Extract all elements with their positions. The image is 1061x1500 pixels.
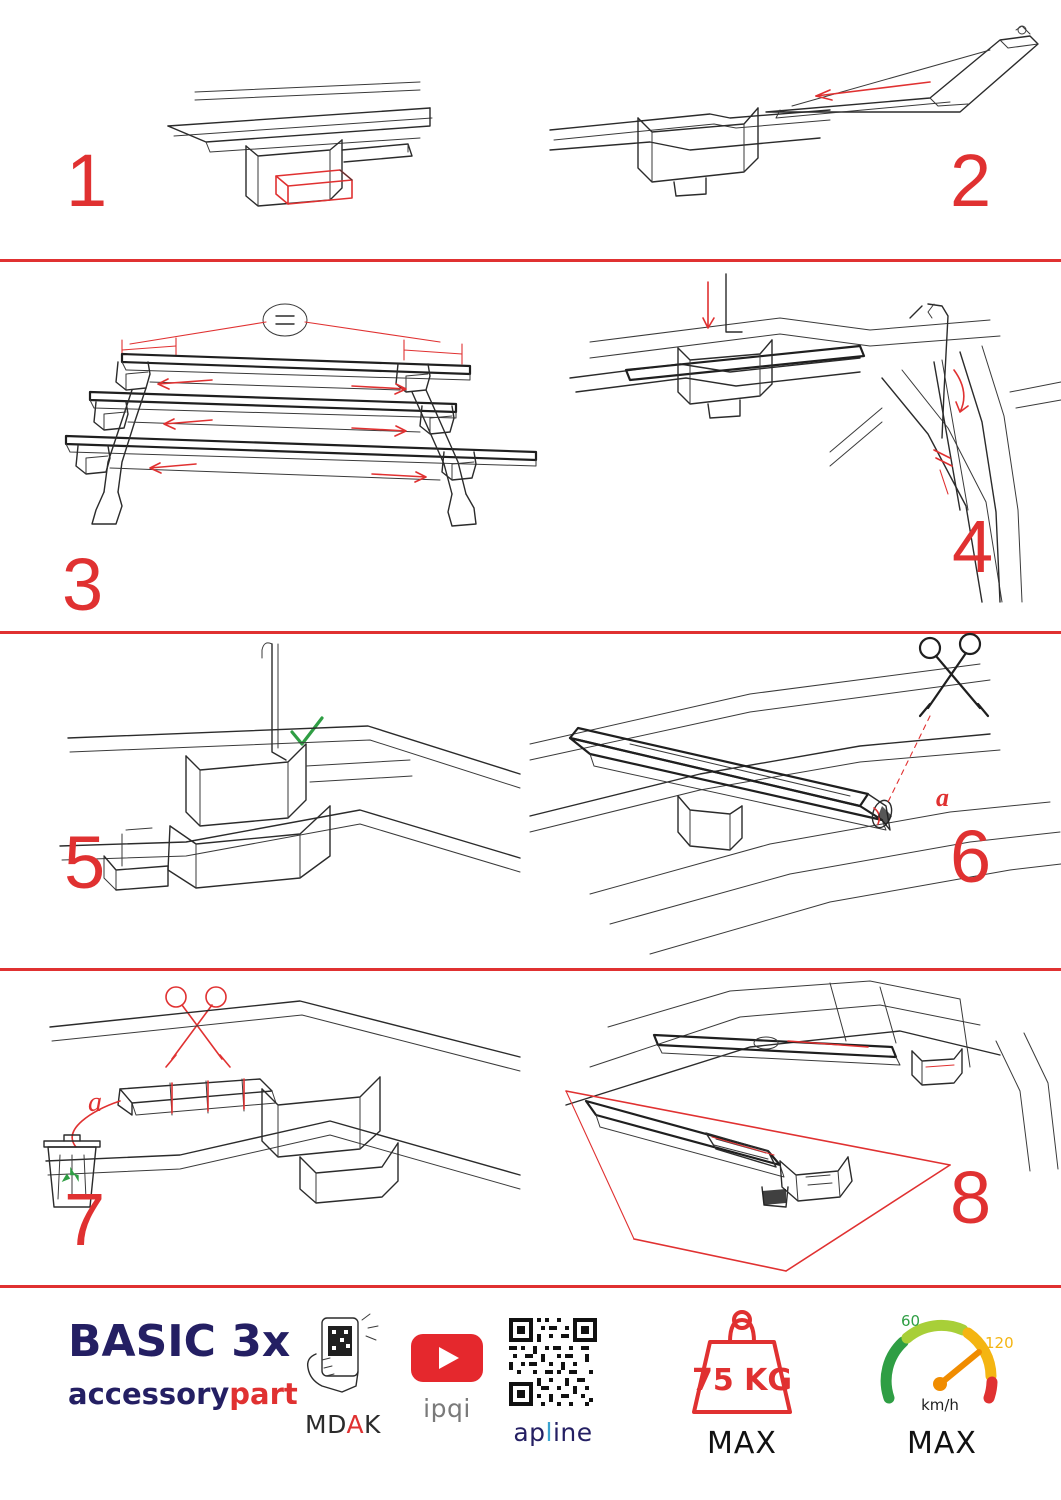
youtube-icon[interactable] [409,1330,485,1384]
brand-sub-part: part [229,1377,298,1411]
speed-tick-60: 60 [901,1312,921,1330]
divider-row-4 [0,1285,1061,1288]
step-1-illustration [0,0,530,259]
speed-limit [852,1304,1032,1461]
logo-mdak [288,1314,398,1439]
footer [0,1290,1061,1500]
step-number-4: 4 [952,505,993,588]
step-number-2: 2 [950,139,991,222]
qr-code-icon[interactable] [507,1316,599,1408]
step-number-3: 3 [62,543,103,626]
step-number-8: 8 [950,1156,991,1239]
label-a-step7: a [88,1087,102,1118]
speed-unit: km/h [921,1396,959,1414]
step-8-illustration [530,971,1061,1285]
logo-ipqi-caption: ipqi [423,1394,471,1423]
brand-block [68,1316,298,1411]
brand-title-count: 3x [231,1316,291,1367]
brand-title [68,1316,298,1367]
weight-limit [652,1308,832,1461]
brand-subtitle [68,1377,298,1411]
logo-mdak-caption [288,1410,398,1439]
step-6-illustration [530,634,1061,968]
speed-tick-120: 120 [985,1334,1014,1352]
step-5-illustration [0,634,530,968]
logo-apline[interactable] [488,1316,618,1447]
apline-caption-first: ap [513,1418,546,1447]
apline-caption-last: ine [552,1418,593,1447]
step-2-illustration [530,0,1061,259]
step-number-5: 5 [64,821,105,904]
step-number-7: 7 [64,1178,105,1261]
step-3-illustration [0,262,530,631]
brand-sub-accessory: accessory [68,1377,230,1411]
weight-icon [672,1308,812,1420]
logo-ipqi[interactable] [392,1330,502,1423]
brand-title-main: BASIC [68,1316,216,1367]
hand-phone-qr-icon [288,1314,398,1400]
mdak-caption-a: A [346,1410,365,1439]
step-4-illustration [530,262,1061,631]
logo-apline-caption [488,1418,618,1447]
step-number-6: 6 [950,815,991,898]
apline-caption-l: l [545,1418,553,1447]
speed-max-label: MAX [907,1426,977,1461]
weight-value: 75 KG [691,1363,793,1398]
step-7-illustration [0,971,530,1285]
label-a-step6: a [936,783,949,812]
speedometer-icon [867,1304,1017,1420]
mdak-caption-first: MD [305,1410,347,1439]
weight-max-label: MAX [707,1426,777,1461]
mdak-caption-last: K [364,1410,381,1439]
step-number-1: 1 [66,139,107,222]
